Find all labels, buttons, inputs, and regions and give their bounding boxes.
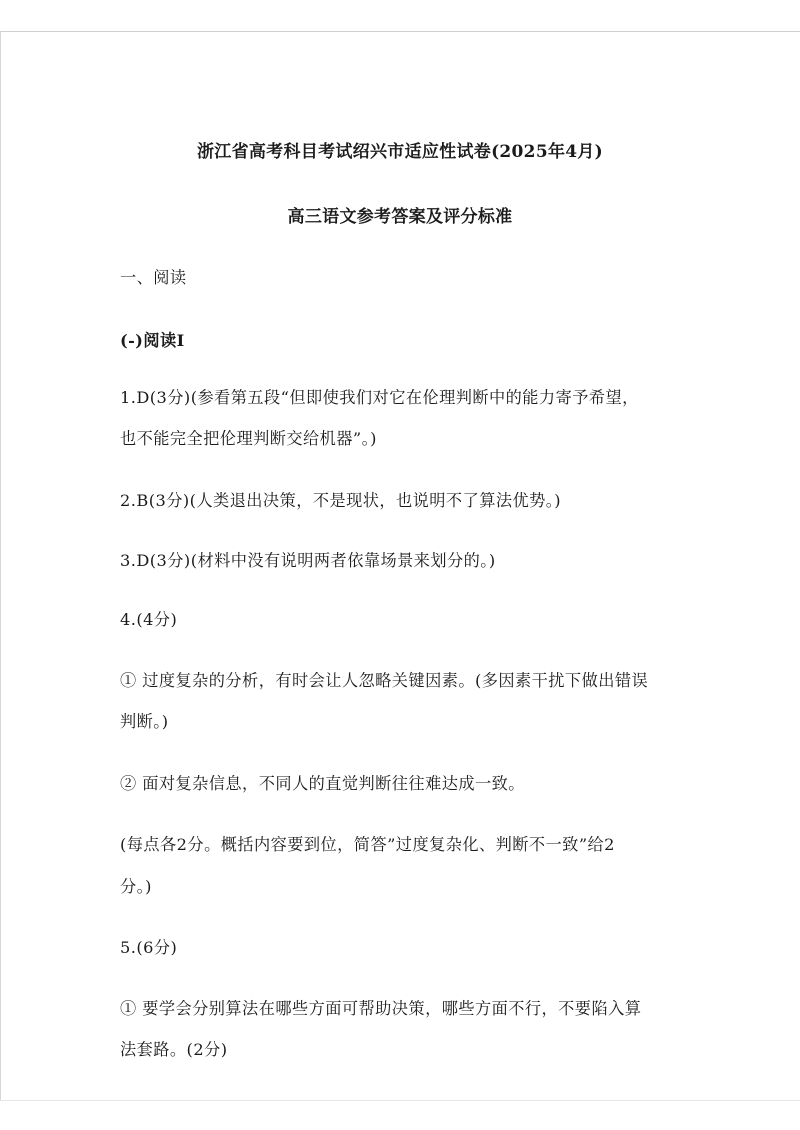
answer-3: 3.D(3分)(材料中没有说明两者依靠场景来划分的。) xyxy=(120,551,496,570)
answer-4-point-1-line-1: ① 过度复杂的分析，有时会让人忽略关键因素。(多因素干扰下做出错误 xyxy=(120,671,649,690)
answer-4-note-line-2: 分。) xyxy=(120,877,152,896)
bottom-border xyxy=(0,1100,800,1101)
answer-1-line-2: 也不能完全把伦理判断交给机器”。) xyxy=(120,429,377,448)
document-subtitle: 高三语文参考答案及评分标准 xyxy=(287,207,513,227)
left-border xyxy=(0,31,1,1101)
answer-4-note-line-1: (每点各2分。概括内容要到位，简答”过度复杂化、判断不一致”给2 xyxy=(120,835,615,854)
answer-5-heading: 5.(6分) xyxy=(120,938,178,957)
answer-5-point-1-line-1: ① 要学会分别算法在哪些方面可帮助决策，哪些方面不行，不要陷入算 xyxy=(120,999,642,1018)
answer-4-point-1-line-2: 判断。) xyxy=(120,712,169,731)
answer-1-line-1: 1.D(3分)(参看第五段“但即使我们对它在伦理判断中的能力寄予希望， xyxy=(120,388,639,407)
answer-2: 2.B(3分)(人类退出决策，不是现状，也说明不了算法优势。) xyxy=(120,491,562,510)
top-border xyxy=(0,31,800,32)
subsection-heading: (-)阅读I xyxy=(120,331,185,350)
section-heading: 一、阅读 xyxy=(120,268,187,287)
answer-5-point-1-line-2: 法套路。(2分) xyxy=(120,1040,228,1059)
document-title: 浙江省高考科目考试绍兴市适应性试卷(2025年4月) xyxy=(196,142,604,162)
answer-4-point-2: ② 面对复杂信息，不同人的直觉判断往往难达成一致。 xyxy=(120,774,525,793)
answer-4-heading: 4.(4分) xyxy=(120,610,178,629)
